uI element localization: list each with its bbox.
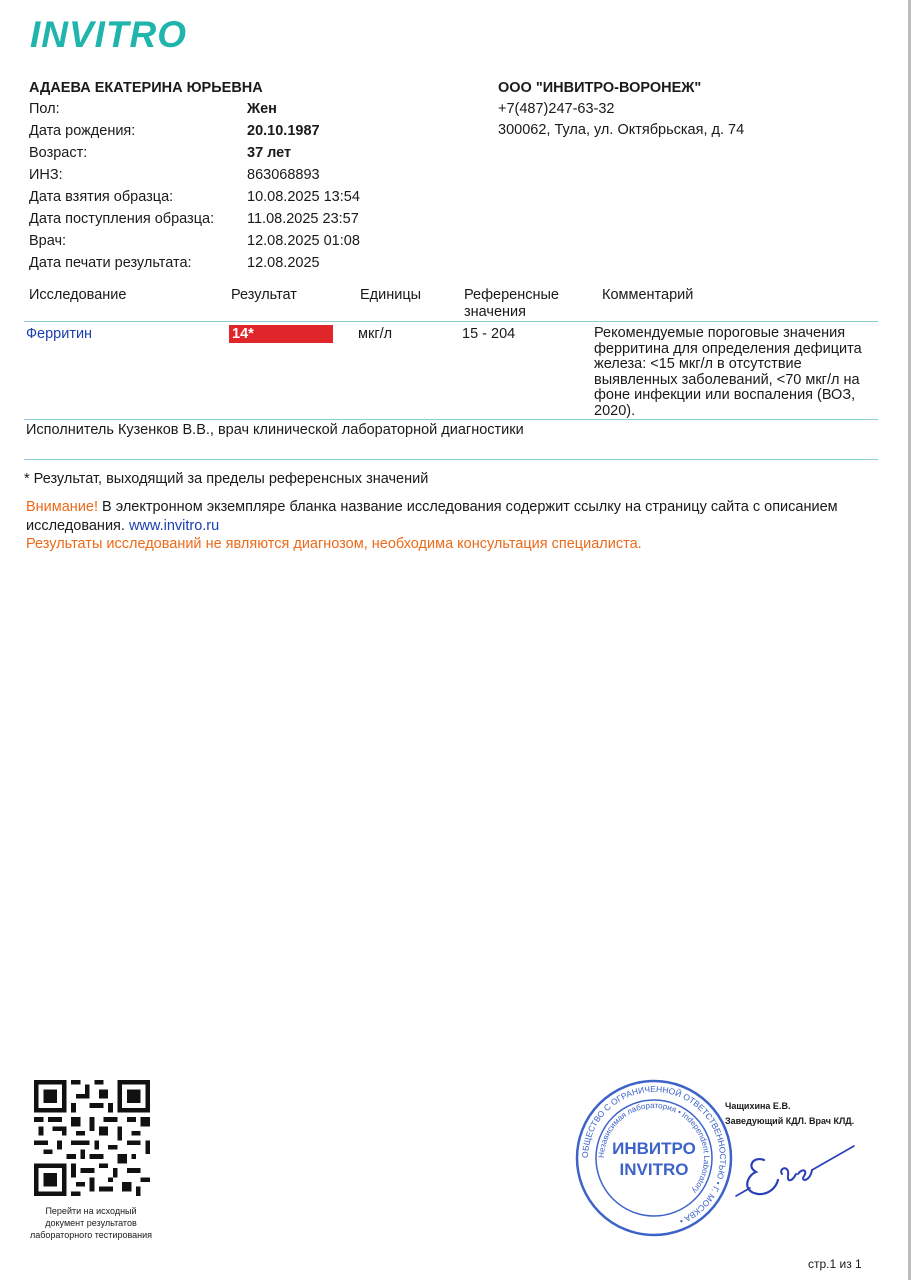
table-row-divider bbox=[24, 419, 878, 420]
print-date-label: Дата печати результата: bbox=[29, 255, 192, 271]
doctor-value: 12.08.2025 01:08 bbox=[247, 233, 360, 249]
header-test: Исследование bbox=[29, 287, 127, 303]
stamp-line2: INVITRO bbox=[619, 1160, 689, 1179]
test-name-link[interactable]: Ферритин bbox=[26, 326, 93, 342]
invitro-site-link[interactable]: www.invitro.ru bbox=[128, 517, 220, 534]
sample-taken-value: 10.08.2025 13:54 bbox=[247, 189, 360, 205]
result-units: мкг/л bbox=[358, 326, 393, 342]
inz-label: ИНЗ: bbox=[29, 167, 63, 183]
notice-warning: Внимание! bbox=[26, 499, 99, 515]
lab-stamp-seal bbox=[574, 1078, 734, 1238]
sex-label: Пол: bbox=[29, 101, 60, 117]
page-number: стр.1 из 1 bbox=[808, 1257, 862, 1271]
signer-title: Заведующий КДЛ. Врач КЛД. bbox=[725, 1116, 855, 1126]
disclaimer: Результаты исследований не являются диагнозом, необходима консультация специалиста. bbox=[26, 536, 642, 552]
sex-value: Жен bbox=[247, 101, 277, 117]
result-comment: Рекомендуемые пороговые значения ферритина для определения дефицита железа: <15 мкг/л в отсутствие выявленных заболеваний, <70 мкг/л на фоне инфекции или воспаления (ВОЗ, 2020). bbox=[594, 325, 862, 419]
sample-taken-label: Дата взятия образца: bbox=[29, 189, 174, 205]
patient-name: АДАЕВА ЕКАТЕРИНА ЮРЬЕВНА bbox=[29, 80, 263, 96]
header-result: Результат bbox=[231, 287, 297, 303]
invitro-logo: INVITRO bbox=[30, 14, 188, 55]
handwritten-signature bbox=[732, 1130, 862, 1205]
header-reference: Референсные значения bbox=[464, 287, 559, 320]
notice bbox=[26, 498, 886, 535]
footnote: * Результат, выходящий за пределы референсных значений bbox=[24, 471, 429, 487]
reference-range: 15 - 204 bbox=[462, 326, 516, 342]
signer-name: Чащихина Е.В. bbox=[725, 1101, 791, 1111]
sample-received-value: 11.08.2025 23:57 bbox=[247, 211, 359, 227]
age-value: 37 лет bbox=[247, 145, 292, 161]
lab-phone: +7(487)247-63-32 bbox=[498, 101, 615, 117]
lab-address: 300062, Тула, ул. Октябрьская, д. 74 bbox=[498, 122, 745, 138]
doctor-label: Врач: bbox=[29, 233, 67, 249]
age-label: Возраст: bbox=[29, 145, 88, 161]
qr-code[interactable] bbox=[34, 1080, 150, 1196]
sample-received-label: Дата поступления образца: bbox=[29, 211, 215, 227]
table-header-divider bbox=[24, 321, 878, 322]
header-units: Единицы bbox=[360, 287, 422, 303]
header-comment: Комментарий bbox=[602, 287, 694, 303]
birthdate-label: Дата рождения: bbox=[29, 123, 136, 139]
stamp-inner-text: Независимая лаборатория • Independent Laboratory bbox=[596, 1100, 712, 1196]
qr-caption: Перейти на исходный документ результатов лабораторного тестирования bbox=[29, 1206, 153, 1240]
inz-value: 863068893 bbox=[247, 167, 320, 183]
notice-text: В электронном экземпляре бланка название исследования содержит ссылку на страницу сайта с описанием исследования. bbox=[26, 499, 838, 534]
result-value: 14* bbox=[229, 325, 333, 343]
stamp-ring-text: ОБЩЕСТВО С ОГРАНИЧЕННОЙ ОТВЕТСТВЕННОСТЬЮ • Г. МОСКВА • bbox=[579, 1083, 729, 1227]
birthdate-value: 20.10.1987 bbox=[247, 123, 320, 139]
stamp-line1: ИНВИТРО bbox=[612, 1139, 696, 1158]
print-date-value: 12.08.2025 bbox=[247, 255, 320, 271]
footer-divider bbox=[24, 459, 878, 460]
lab-name: ООО "ИНВИТРО-ВОРОНЕЖ" bbox=[498, 80, 702, 96]
performer: Исполнитель Кузенков В.В., врач клинической лабораторной диагностики bbox=[26, 422, 524, 438]
